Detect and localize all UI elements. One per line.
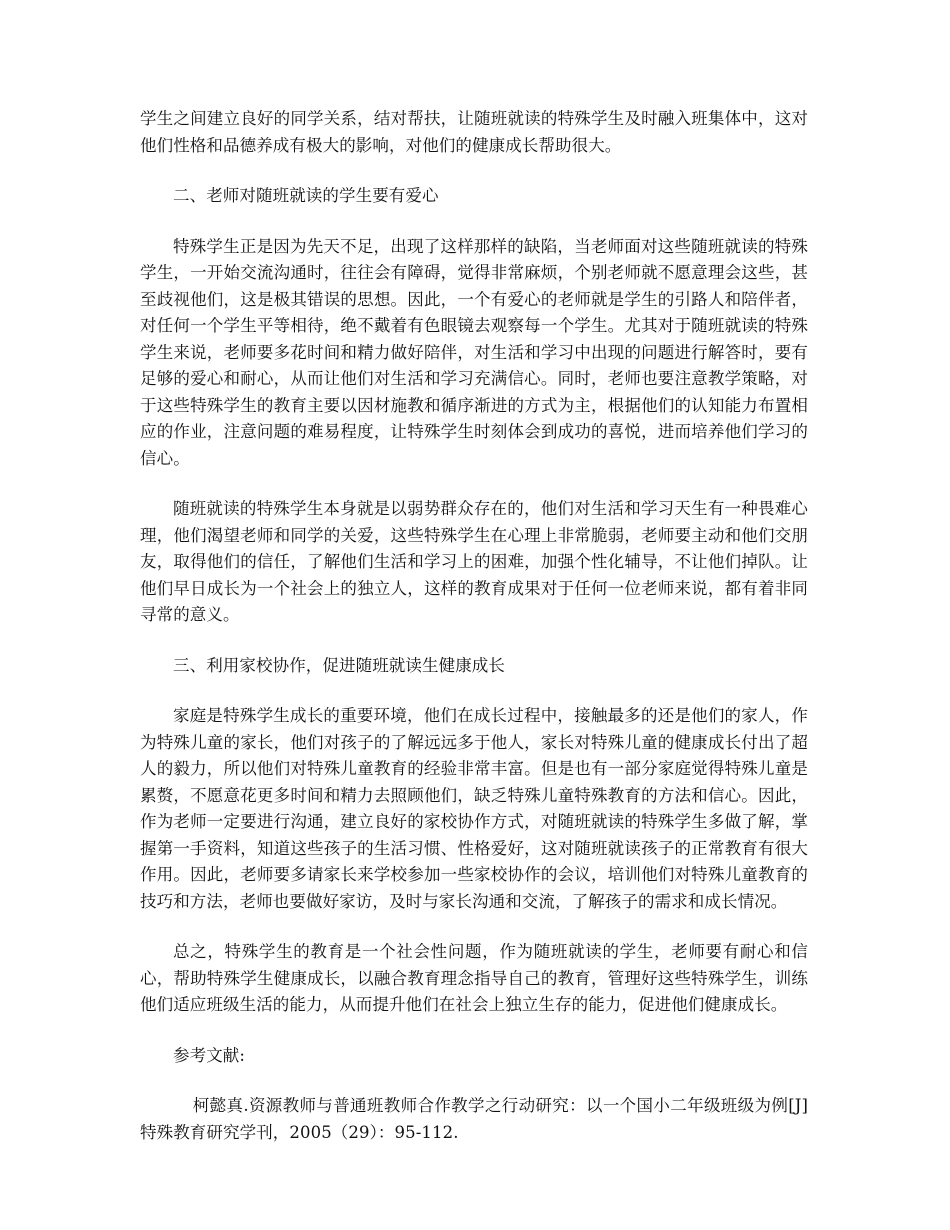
reference-item: 柯懿真.资源教师与普通班教师合作教学之行动研究：以一个国小二年级班级为例[J]特殊教育研究学刊，2005（29）：95-112.: [140, 1096, 808, 1142]
paragraph-teacher-love: 特殊学生正是因为先天不足，出现了这样那样的缺陷，当老师面对这些随班就读的特殊学生，一开始交流沟通时，往往会有障碍，觉得非常麻烦，个别老师就不愿意理会这些，甚至歧视他们，这是极其错误的思想。因此，一个有爱心的老师就是学生的引路人和陪伴者，对任何一个学生平等相待，绝不戴着有色眼镜去观察每一个学生。尤其对于随班就读的特殊学生来说，老师要多花时间和精力做好陪伴，对生活和学习中出现的问题进行解答时，要有足够的爱心和耐心，从而让他们对生活和学习充满信心。同时，老师也要注意教学策略，对于这些特殊学生的教育主要以因材施教和循序渐进的方式为主，根据他们的认知能力布置相应的作业，注意问题的难易程度，让特殊学生时刻体会到成功的喜悦，进而培养他们学习的信心。: [140, 236, 808, 468]
document-body: [140, 106, 808, 1146]
section-heading-2: 二、老师对随班就读的学生要有爱心: [173, 186, 439, 205]
references-title: 参考文献:: [173, 1045, 246, 1065]
paragraph-home-school: 家庭是特殊学生成长的重要环境，他们在成长过程中，接触最多的还是他们的家人，作为特殊儿童的家长，他们对孩子的了解远远多于他人，家长对特殊儿童的健康成长付出了超人的毅力，所以他们对特殊儿童教育的经验非常丰富。但是也有一部分家庭觉得特殊儿童是累赘，不愿意花更多时间和精力去照顾他们，缺乏特殊儿童特殊教育的方法和信心。因此，作为老师一定要进行沟通，建立良好的家校协作方式，对随班就读的特殊学生多做了解，掌握第一手资料，知道这些孩子的生活习惯、性格爱好，这对随班就读孩子的正常教育有很大作用。因此，老师要多请家长来学校参加一些家校协作的会议，培训他们对特殊儿童教育的技巧和方法，老师也要做好家访，及时与家长沟通和交流，了解孩子的需求和成长情况。: [140, 706, 808, 911]
paragraph-vulnerable-students: 随班就读的特殊学生本身就是以弱势群众存在的，他们对生活和学习天生有一种畏难心理，他们渴望老师和同学的关爱，这些特殊学生在心理上非常脆弱，老师要主动和他们交朋友，取得他们的信任，了解他们生活和学习上的困难，加强个性化辅导，不让他们掉队。让他们早日成长为一个社会上的独立人，这样的教育成果对于任何一位老师来说，都有着非同寻常的意义。: [140, 499, 808, 624]
paragraph-intro: 学生之间建立良好的同学关系，结对帮扶，让随班就读的特殊学生及时融入班集体中，这对他们性格和品德养成有极大的影响，对他们的健康成长帮助很大。: [140, 109, 808, 155]
section-heading-3: 三、利用家校协作，促进随班就读生健康成长: [173, 655, 505, 675]
paragraph-conclusion: 总之，特殊学生的教育是一个社会性问题，作为随班就读的学生，老师要有耐心和信心，帮助特殊学生健康成长，以融合教育理念指导自己的教育，管理好这些特殊学生，训练他们适应班级生活的能力，从而提升他们在社会上独立生存的能力，促进他们健康成长。: [140, 942, 808, 1014]
